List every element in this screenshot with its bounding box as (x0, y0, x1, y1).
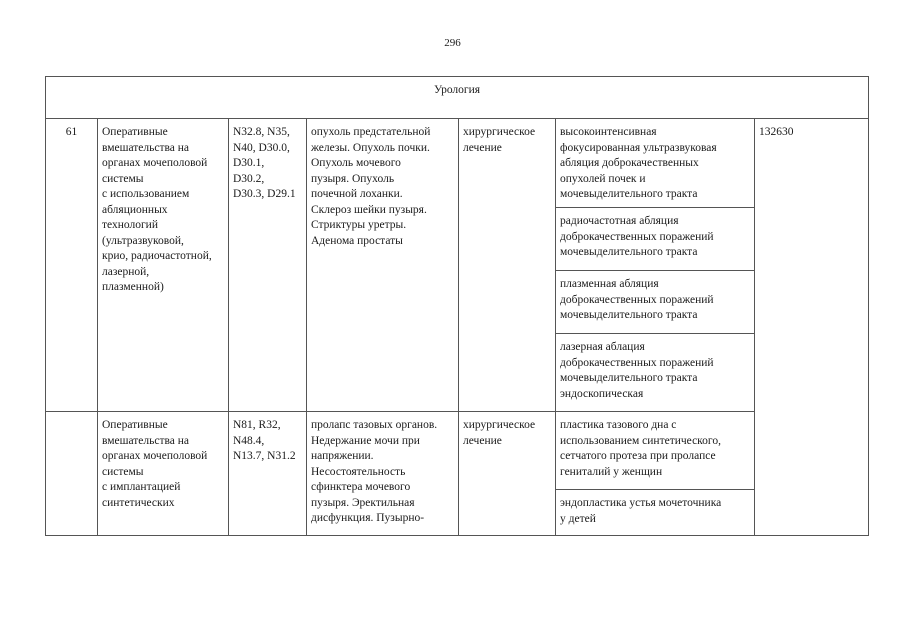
intervention-name-cell: Оперативные вмешательства на органах мочеполовой системы с имплантацией синтетических (98, 412, 229, 536)
section-title: Урология (46, 77, 869, 119)
page-number: 296 (444, 37, 461, 49)
icd-codes-cell: N81, R32, N48.4, N13.7, N31.2 (229, 412, 307, 536)
method-cell: высокоинтенсивная фокусированная ультразвуковая абляция доброкачественных опухолей почек и мочевыделительного тракта (556, 119, 755, 208)
method-cell: пластика тазового дна с использованием синтетического, сетчатого протеза при пролапсе гениталий у женщин (556, 412, 755, 490)
intervention-name-cell: Оперативные вмешательства на органах мочеполовой системы с использованием абляционных технологий (ультразвуковой, крио, радиочастотной, лазерной, плазменной) (98, 119, 229, 412)
section-header-row (46, 77, 869, 119)
method-cell: плазменная абляция доброкачественных поражений мочевыделительного тракта (556, 271, 755, 334)
diagnosis-cell: опухоль предстательной железы. Опухоль почки. Опухоль мочевого пузыря. Опухоль почечной лоханки. Склероз шейки пузыря. Стриктуры уретры. Аденома простаты (307, 119, 459, 412)
table-row (46, 412, 869, 490)
table-row (46, 119, 869, 208)
row-number-cell: 61 (46, 119, 98, 412)
icd-codes-cell: N32.8, N35, N40, D30.0, D30.1, D30.2, D30.3, D29.1 (229, 119, 307, 412)
row-number-cell (46, 412, 98, 536)
treatment-type-cell: хирургическое лечение (459, 119, 556, 412)
cost-cell: 132630 (755, 119, 869, 536)
procedures-table (45, 76, 869, 536)
method-cell: лазерная аблация доброкачественных поражений мочевыделительного тракта эндоскопическая (556, 334, 755, 412)
treatment-type-cell: хирургическое лечение (459, 412, 556, 536)
diagnosis-cell: пролапс тазовых органов. Недержание мочи при напряжении. Несостоятельность сфинктера мочевого пузыря. Эректильная дисфункция. Пузырно- (307, 412, 459, 536)
method-cell: эндопластика устья мочеточника у детей (556, 490, 755, 536)
method-cell: радиочастотная абляция доброкачественных поражений мочевыделительного тракта (556, 208, 755, 271)
